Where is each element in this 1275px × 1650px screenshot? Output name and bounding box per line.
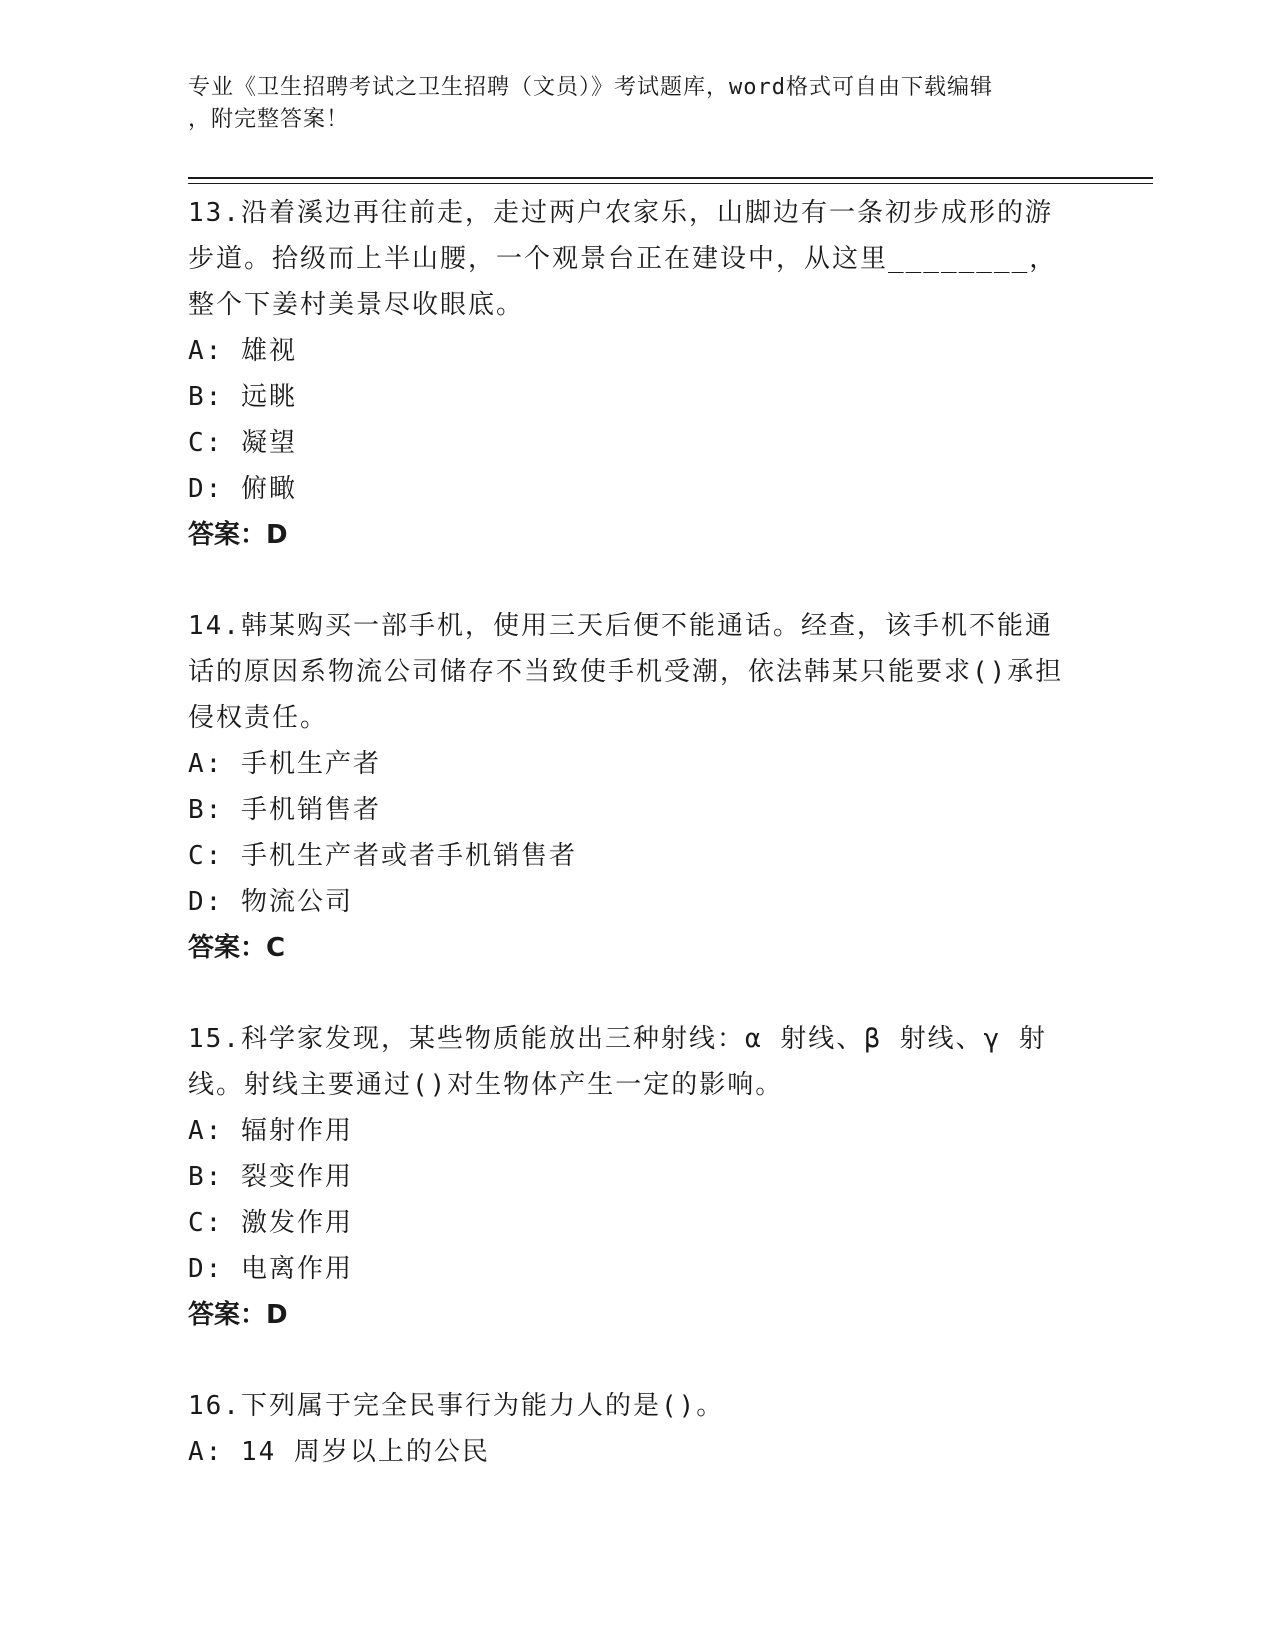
option-b: B: 裂变作用	[188, 1162, 353, 1192]
option-a: A: 辐射作用	[188, 1116, 353, 1146]
document-header	[188, 72, 1068, 136]
option-c: C: 激发作用	[188, 1208, 353, 1238]
option-a: A: 14 周岁以上的公民	[188, 1437, 490, 1467]
question-list	[188, 190, 1078, 1520]
answer-line: 答案：D	[188, 520, 288, 550]
question-stem: 16.下列属于完全民事行为能力人的是()。	[188, 1391, 725, 1421]
option-d: D: 俯瞰	[188, 474, 297, 504]
option-a: A: 手机生产者	[188, 749, 381, 779]
question-13	[188, 190, 1078, 558]
header-line-2: ，附完整答案！	[188, 107, 350, 132]
question-stem: 15.科学家发现，某些物质能放出三种射线：α 射线、β 射线、γ 射线。射线主要通过()对生物体产生一定的影响。	[188, 1024, 1047, 1100]
question-15	[188, 1016, 1078, 1338]
option-a: A: 雄视	[188, 336, 297, 366]
answer-line: 答案：C	[188, 933, 286, 963]
option-b: B: 远眺	[188, 382, 297, 412]
option-c: C: 手机生产者或者手机销售者	[188, 841, 577, 871]
option-d: D: 电离作用	[188, 1254, 353, 1284]
question-14	[188, 603, 1078, 971]
option-d: D: 物流公司	[188, 887, 353, 917]
option-b: B: 手机销售者	[188, 795, 381, 825]
answer-line: 答案：D	[188, 1300, 288, 1330]
question-stem: 14.韩某购买一部手机，使用三天后便不能通话。经查，该手机不能通话的原因系物流公司储存不当致使手机受潮，依法韩某只能要求()承担侵权责任。	[188, 611, 1064, 733]
option-c: C: 凝望	[188, 428, 297, 458]
header-line-1: 专业《卫生招聘考试之卫生招聘（文员）》考试题库，word格式可自由下载编辑	[188, 75, 993, 100]
question-stem: 13.沿着溪边再往前走，走过两户农家乐，山脚边有一条初步成形的游步道。拾级而上半山腰，一个观景台正在建设中，从这里________，整个下姜村美景尽收眼底。	[188, 198, 1058, 320]
header-divider-thin	[188, 183, 1153, 184]
question-16	[188, 1383, 1078, 1475]
header-divider-thick	[188, 177, 1153, 179]
